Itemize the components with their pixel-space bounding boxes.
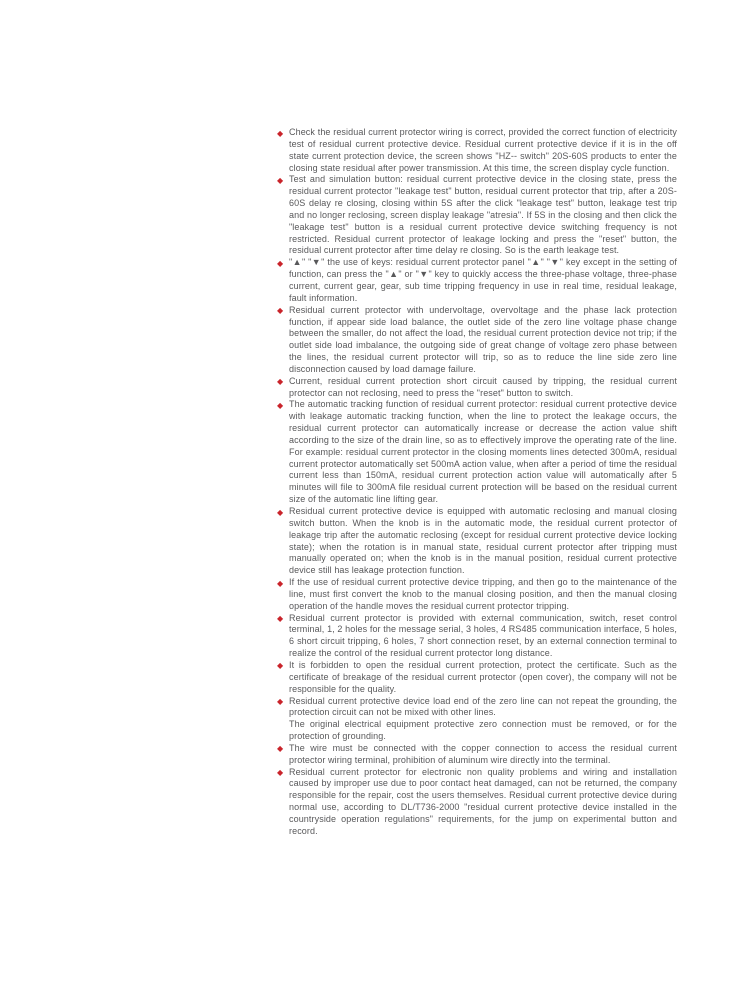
bullet-text: If the use of residual current protective device tripping, and then go to the maintenance of the line, must first convert the knob to the manual closing position, and then the manual closing operation of the handle moves the residual current protector tripping. [289, 577, 677, 611]
bullet-list [277, 127, 677, 838]
list-item [277, 767, 677, 838]
diamond-bullet-icon: ◆ [277, 661, 284, 671]
bullet-text: Residual current protector is provided with external communication, switch, reset control terminal, 1, 2 holes for the message serial, 3 holes, 4 RS485 communication interface, 5 holes, 6 short circuit tripping, 6 holes, 7 short connection reset, by an external connection terminal to realize the control of the residual current protector long distance. [289, 612, 677, 659]
bullet-text: Check the residual current protector wiring is correct, provided the correct function of electricity test of residual current protective device. Residual current protective device if it is in the off state current protection device, the screen shows "HZ-- switch" 20S-60S products to enter the closing state residual after power transmission. At this time, the screen display cycle function. [289, 127, 677, 173]
bullet-text: Residual current protective device is equipped with automatic reclosing and manual closing switch button. When the knob is in the automatic mode, the residual current protector of leakage trip after the automatic reclosing (except for residual current protective device locking state); when the rotation is in manual state, residual current protector after tripping must manually operated on; when the knob is in the manual position, residual current protective device still has leakage protection function. [289, 506, 677, 576]
list-item [277, 127, 677, 174]
diamond-bullet-icon: ◆ [277, 614, 284, 624]
diamond-bullet-icon: ◆ [277, 744, 284, 754]
bullet-text: Test and simulation button: residual current protective device in the closing state, press the residual current protector "leakage test" button, residual current protector that trip, after a 20S-60S delay re closing, closing within 5S after the click "leakage test" button, leakage test trip and no longer reclosing, screen display leakage "atresia". If 5S in the closing and then click the "leakage test" button is a residual current protective device switching frequency is not restricted. Residual current protector of leakage locking and press the "reset" button, the residual current protector after time delay re closing. So is the earth leakage test. [289, 174, 677, 256]
list-item [277, 696, 677, 743]
list-item [277, 506, 677, 577]
diamond-bullet-icon: ◆ [277, 175, 284, 185]
list-item [277, 577, 677, 613]
diamond-bullet-icon: ◆ [277, 400, 284, 410]
bullet-text: Residual current protector for electronic non quality problems and wiring and installation caused by improper use due to poor contact heat damaged, can not be returned, the company responsible for the repair, cost the users themselves. Residual current protective device during normal use, according to DL/T736-2000 "residual current protective device installed in the countryside operation regulations" requirements, for the jump on experimental button and record. [289, 766, 677, 836]
diamond-bullet-icon: ◆ [277, 768, 284, 778]
list-item [277, 376, 677, 400]
bullet-text: The wire must be connected with the copper connection to access the residual current protector wiring terminal, prohibition of aluminum wire directly into the terminal. [289, 742, 677, 765]
diamond-bullet-icon: ◆ [277, 697, 284, 706]
list-item [277, 613, 677, 660]
list-item [277, 399, 677, 506]
bullet-text: The automatic tracking function of residual current protector: residual current protective device with leakage automatic tracking function, when the line to protect the leakage occurs, the residual current protector can automatically increase or decrease the action value shift according to the size of the drain line, so as to effectively improve the operating rate of the line. For example: residual current protector in the closing moments lines detected 300mA, residual current protector automatically set 500mA action value, when after a period of time the residual current less than 150mA, residual current protection action value will automatically after 5 minutes will file to 300mA file residual current protection will be based on the residual current size of the automatic line lifting gear. [289, 399, 677, 505]
list-item [277, 174, 677, 257]
list-item [277, 743, 677, 767]
list-item [277, 305, 677, 376]
diamond-bullet-icon: ◆ [277, 128, 284, 138]
bullet-text-continuation: The original electrical equipment protective zero connection must be removed, or for the protection of grounding. [289, 719, 677, 742]
diamond-bullet-icon: ◆ [277, 258, 284, 268]
diamond-bullet-icon: ◆ [277, 306, 284, 316]
diamond-bullet-icon: ◆ [277, 578, 284, 588]
diamond-bullet-icon: ◆ [277, 507, 284, 517]
bullet-text: Residual current protective device load end of the zero line can not repeat the grounding, the protection circuit can not be mixed with other lines. [289, 695, 677, 718]
bullet-text: It is forbidden to open the residual current protection, protect the certificate. Such as the certificate of breakage of the residual current protector (open cover), the company will not be responsible for the quality. [289, 659, 677, 694]
bullet-text: "▲" "▼" the use of keys: residual current protector panel "▲" "▼" key except in the setting of function, can press the "▲" or "▼" key to quickly access the three-phase voltage, three-phase current, current gear, gear, sub time tripping frequency in use in real time, residual leakage, fault information. [289, 257, 677, 303]
bullet-text: Residual current protector with undervoltage, overvoltage and the phase lack protection function, if appear side load balance, the outlet side of the zero line voltage phase change between the smaller, do not affect the load, the residual current protection device not trip; if the outlet side load imbalance, the outgoing side of great change of voltage zero phase between the lines, the residual current protector will trip, so as to reduce the line side zero line disconnection caused by load damage failure. [289, 304, 677, 374]
bullet-text: Current, residual current protection short circuit caused by tripping, the residual current protector can not reclosing, need to press the "reset" button to switch. [289, 375, 677, 398]
list-item [277, 257, 677, 304]
diamond-bullet-icon: ◆ [277, 377, 284, 387]
list-item [277, 660, 677, 696]
